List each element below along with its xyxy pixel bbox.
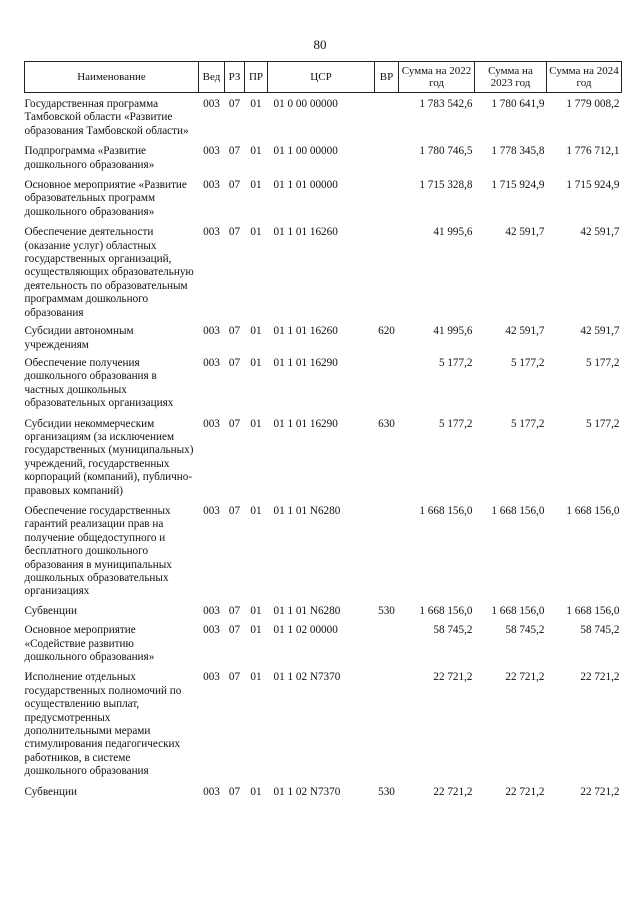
row-rz: 07 <box>228 98 241 110</box>
row-rz: 07 <box>228 325 241 338</box>
row-ved: 003 <box>203 179 220 192</box>
row-sum-2022: 5 177,2 <box>438 356 473 369</box>
table-row <box>25 138 622 172</box>
row-ved: 003 <box>203 604 220 617</box>
table-row <box>25 498 622 599</box>
row-rz: 07 <box>228 504 241 517</box>
row-vr: 530 <box>378 604 395 617</box>
row-sum-2022: 5 177,2 <box>438 417 473 430</box>
row-csr: 01 1 01 16290 <box>273 417 338 430</box>
row-rz: 07 <box>228 671 241 684</box>
header-ved: Вед <box>199 62 225 93</box>
header-csr: ЦСР <box>268 62 375 93</box>
budget-table <box>24 61 622 799</box>
row-pr: 01 <box>250 785 262 798</box>
row-ved: 003 <box>203 145 220 158</box>
row-sum-2023: 58 745,2 <box>505 624 545 637</box>
row-sum-2024: 1 776 712,1 <box>566 145 620 158</box>
row-name: Обеспечение деятельности (оказание услуг) областных государственных организаций, осуществляющих образовательную деятельность по образовательным программам дошкольного образования <box>24 226 194 319</box>
row-name: Обеспечение государственных гарантий реализации прав на получение общедоступного и бесплатного дошкольного образования в муниципальных дошкольных образовательных организациях <box>24 504 172 598</box>
header-vr: ВР <box>375 62 399 93</box>
row-rz: 07 <box>228 356 241 369</box>
row-ved: 003 <box>203 98 220 110</box>
row-csr: 01 0 00 00000 <box>273 98 338 110</box>
row-sum-2023: 42 591,7 <box>505 226 545 239</box>
table-row <box>25 411 622 498</box>
row-sum-2022: 1 668 156,0 <box>419 504 473 517</box>
row-sum-2023: 1 778 345,8 <box>491 145 545 158</box>
row-ved: 003 <box>203 671 220 684</box>
row-vr <box>375 664 399 778</box>
row-vr: 530 <box>378 785 395 798</box>
row-sum-2023: 1 668 156,0 <box>491 604 545 617</box>
row-csr: 01 1 01 16260 <box>273 325 338 338</box>
table-row <box>25 664 622 778</box>
row-csr: 01 1 02 00000 <box>273 624 338 637</box>
row-vr <box>375 172 399 219</box>
row-sum-2023: 42 591,7 <box>505 325 545 338</box>
header-rz: РЗ <box>225 62 245 93</box>
row-sum-2024: 42 591,7 <box>580 325 620 338</box>
row-rz: 07 <box>228 226 241 239</box>
row-name: Государственная программа Тамбовской области «Развитие образования Тамбовской области» <box>24 98 189 137</box>
table-row <box>25 172 622 219</box>
row-sum-2023: 1 668 156,0 <box>491 504 545 517</box>
row-rz: 07 <box>228 604 241 617</box>
row-sum-2022: 41 995,6 <box>433 325 473 338</box>
row-pr: 01 <box>250 226 262 239</box>
row-sum-2024: 1 779 008,2 <box>566 98 620 110</box>
row-name: Субсидии некоммерческим организациям (за исключением государственных (муниципальных) учреждений, государственных корпораций (компаний), публично-правовых компаний) <box>24 417 194 497</box>
row-name: Подпрограмма «Развитие дошкольного образования» <box>24 145 155 171</box>
row-vr: 620 <box>378 325 395 338</box>
row-vr <box>375 498 399 599</box>
row-pr: 01 <box>250 504 262 517</box>
row-sum-2023: 1 780 641,9 <box>491 98 545 110</box>
row-ved: 003 <box>203 325 220 338</box>
row-sum-2022: 22 721,2 <box>433 671 473 684</box>
header-sum-2023: Сумма на 2023 год <box>475 62 547 93</box>
row-name: Основное мероприятие «Содействие развитию дошкольного образования» <box>24 624 155 664</box>
row-rz: 07 <box>228 785 241 798</box>
row-sum-2023: 5 177,2 <box>510 417 545 430</box>
table-row <box>25 219 622 320</box>
row-sum-2022: 22 721,2 <box>433 785 473 798</box>
row-pr: 01 <box>250 145 262 158</box>
table-body <box>25 93 622 800</box>
table-row <box>25 93 622 139</box>
table-row <box>25 599 622 618</box>
row-sum-2024: 42 591,7 <box>580 226 620 239</box>
row-sum-2024: 58 745,2 <box>580 624 620 637</box>
row-csr: 01 1 02 N7370 <box>273 785 341 798</box>
row-sum-2022: 1 715 328,8 <box>419 179 473 192</box>
row-pr: 01 <box>250 98 262 110</box>
table-row <box>25 320 622 352</box>
row-pr: 01 <box>250 624 262 637</box>
row-name: Субсидии автономным учреждениям <box>24 325 134 351</box>
row-pr: 01 <box>250 671 262 684</box>
row-sum-2023: 1 715 924,9 <box>491 179 545 192</box>
row-csr: 01 1 01 N6280 <box>273 504 341 517</box>
row-vr <box>375 219 399 320</box>
row-sum-2023: 5 177,2 <box>510 356 545 369</box>
row-rz: 07 <box>228 624 241 637</box>
row-csr: 01 1 01 00000 <box>273 179 338 192</box>
row-ved: 003 <box>203 356 220 369</box>
row-ved: 003 <box>203 504 220 517</box>
row-ved: 003 <box>203 226 220 239</box>
row-csr: 01 1 00 00000 <box>273 145 338 158</box>
table-row <box>25 779 622 799</box>
row-sum-2022: 1 668 156,0 <box>419 604 473 617</box>
row-name: Исполнение отдельных государственных полномочий по осуществлению выплат, предусмотренных дополнительными мерами стимулирования педагогических работников, в системе дошкольного образования <box>24 671 182 778</box>
row-sum-2024: 1 668 156,0 <box>566 604 620 617</box>
row-pr: 01 <box>250 356 262 369</box>
row-ved: 003 <box>203 417 220 430</box>
row-csr: 01 1 01 N6280 <box>273 604 341 617</box>
page-number: 80 <box>313 37 327 52</box>
row-sum-2024: 1 715 924,9 <box>566 179 620 192</box>
row-rz: 07 <box>228 179 241 192</box>
header-sum-2024: Сумма на 2024 год <box>547 62 622 93</box>
row-ved: 003 <box>203 785 220 798</box>
row-sum-2024: 22 721,2 <box>580 671 620 684</box>
row-sum-2022: 1 780 746,5 <box>419 145 473 158</box>
row-name: Субвенции <box>24 785 77 798</box>
row-csr: 01 1 02 N7370 <box>273 671 341 684</box>
row-sum-2024: 5 177,2 <box>585 356 620 369</box>
row-name: Субвенции <box>24 604 77 617</box>
row-pr: 01 <box>250 179 262 192</box>
row-sum-2024: 5 177,2 <box>585 417 620 430</box>
row-sum-2023: 22 721,2 <box>505 671 545 684</box>
header-pr: ПР <box>245 62 268 93</box>
row-pr: 01 <box>250 604 262 617</box>
row-vr <box>375 618 399 664</box>
row-csr: 01 1 01 16290 <box>273 356 338 369</box>
row-vr: 630 <box>378 417 395 430</box>
row-pr: 01 <box>250 325 262 338</box>
row-vr <box>375 352 399 411</box>
row-vr <box>375 138 399 172</box>
row-rz: 07 <box>228 417 241 430</box>
row-sum-2022: 58 745,2 <box>433 624 473 637</box>
row-vr <box>375 93 399 139</box>
table-row <box>25 352 622 411</box>
row-sum-2023: 22 721,2 <box>505 785 545 798</box>
header-sum-2022: Сумма на 2022 год <box>399 62 475 93</box>
row-csr: 01 1 01 16260 <box>273 226 338 239</box>
header-name: Наименование <box>25 62 199 93</box>
table-row <box>25 618 622 664</box>
row-sum-2024: 22 721,2 <box>580 785 620 798</box>
row-rz: 07 <box>228 145 241 158</box>
row-pr: 01 <box>250 417 262 430</box>
row-name: Обеспечение получения дошкольного образования в частных дошкольных образовательных организациях <box>24 356 174 410</box>
row-sum-2024: 1 668 156,0 <box>566 504 620 517</box>
row-name: Основное мероприятие «Развитие образовательных программ дошкольного образования» <box>24 179 187 218</box>
row-sum-2022: 1 783 542,6 <box>419 98 473 110</box>
row-sum-2022: 41 995,6 <box>433 226 473 239</box>
row-ved: 003 <box>203 624 220 637</box>
table-header <box>25 62 622 93</box>
